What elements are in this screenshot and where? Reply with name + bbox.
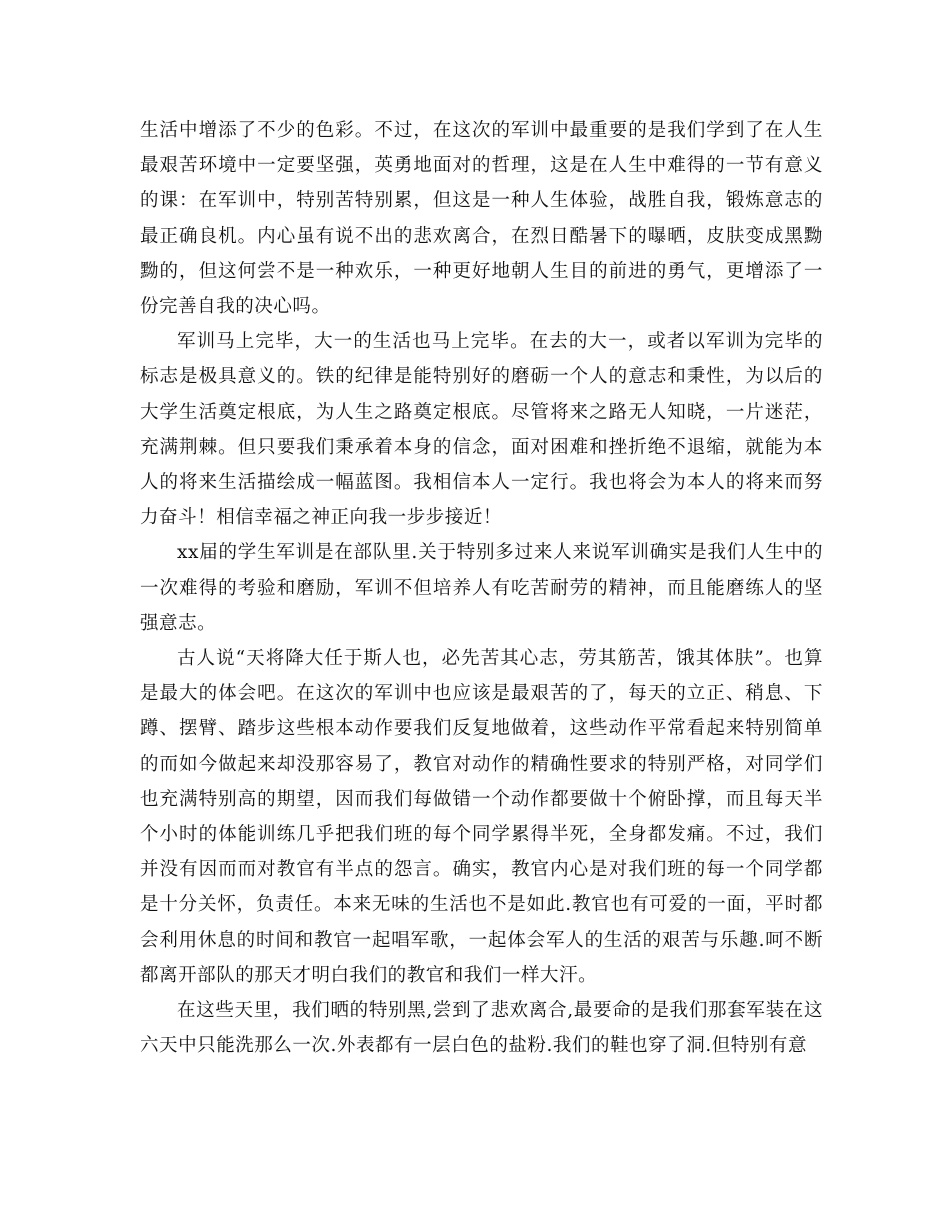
paragraph-2: 军训马上完毕，大一的生活也马上完毕。在去的大一，或者以军训为完毕的标志是极具意义的。铁的纪律是能特别好的磨砺一个人的意志和秉性，为以后的大学生活奠定根底，为人生之路奠定根底。尽管将来之路无人知晓，一片迷茫，充满荆棘。但只要我们秉承着本身的信念，面对困难和挫折绝不退缩，就能为本人的将来生活描绘成一幅蓝图。我相信本人一定行。我也将会为本人的将来而努力奋斗！相信幸福之神正向我一步步接近！ (140, 331, 823, 529)
paragraph-4: 古人说“天将降大任于斯人也，必先苦其心志，劳其筋苦，饿其体肤”。也算是最大的体会吧。在这次的军训中也应该是最艰苦的了，每天的立正、稍息、下蹲、摆臂、踏步这些根本动作要我们反复地做着，这些动作平常看起来特别简单的而如今做起来却没那容易了，教官对动作的精确性要求的特别严格，对同学们也充满特别高的期望，因而我们每做错一个动作都要做十个俯卧撑，而且每天半个小时的体能训练几乎把我们班的每个同学累得半死，全身都发痛。不过，我们并没有因而而对教官有半点的怨言。确实，教官内心是对我们班的每一个同学都是十分关怀，负责任。本来无味的生活也不是如此.教官也有可爱的一面，平时都会利用休息的时间和教官一起唱军歌，一起体会军人的生活的艰苦与乐趣.呵不断都离开部队的那天才明白我们的教官和我们一样大汗。 (140, 648, 823, 986)
paragraph-1: 生活中增添了不少的色彩。不过，在这次的军训中最重要的是我们学到了在人生最艰苦环境中一定要坚强，英勇地面对的哲理，这是在人生中难得的一节有意义的课：在军训中，特别苦特别累，但这是一种人生体验，战胜自我，锻炼意志的最正确良机。内心虽有说不出的悲欢离合，在烈日酷暑下的曝晒，皮肤变成黑黝黝的，但这何尝不是一种欢乐，一种更好地朝人生目的前进的勇气，更增添了一份完善自我的决心吗。 (140, 120, 823, 318)
paragraph-5: 在这些天里，我们晒的特别黑,尝到了悲欢离合,最要命的是我们那套军装在这六天中只能洗那么一次.外表都有一层白色的盐粉.我们的鞋也穿了洞.但特别有意 (140, 1000, 823, 1057)
document-body (140, 113, 823, 1063)
paragraph-3: xx届的学生军训是在部队里.关于特别多过来人来说军训确实是我们人生中的一次难得的考验和磨励，军训不但培养人有吃苦耐劳的精神，而且能磨练人的坚强意志。 (140, 542, 823, 634)
